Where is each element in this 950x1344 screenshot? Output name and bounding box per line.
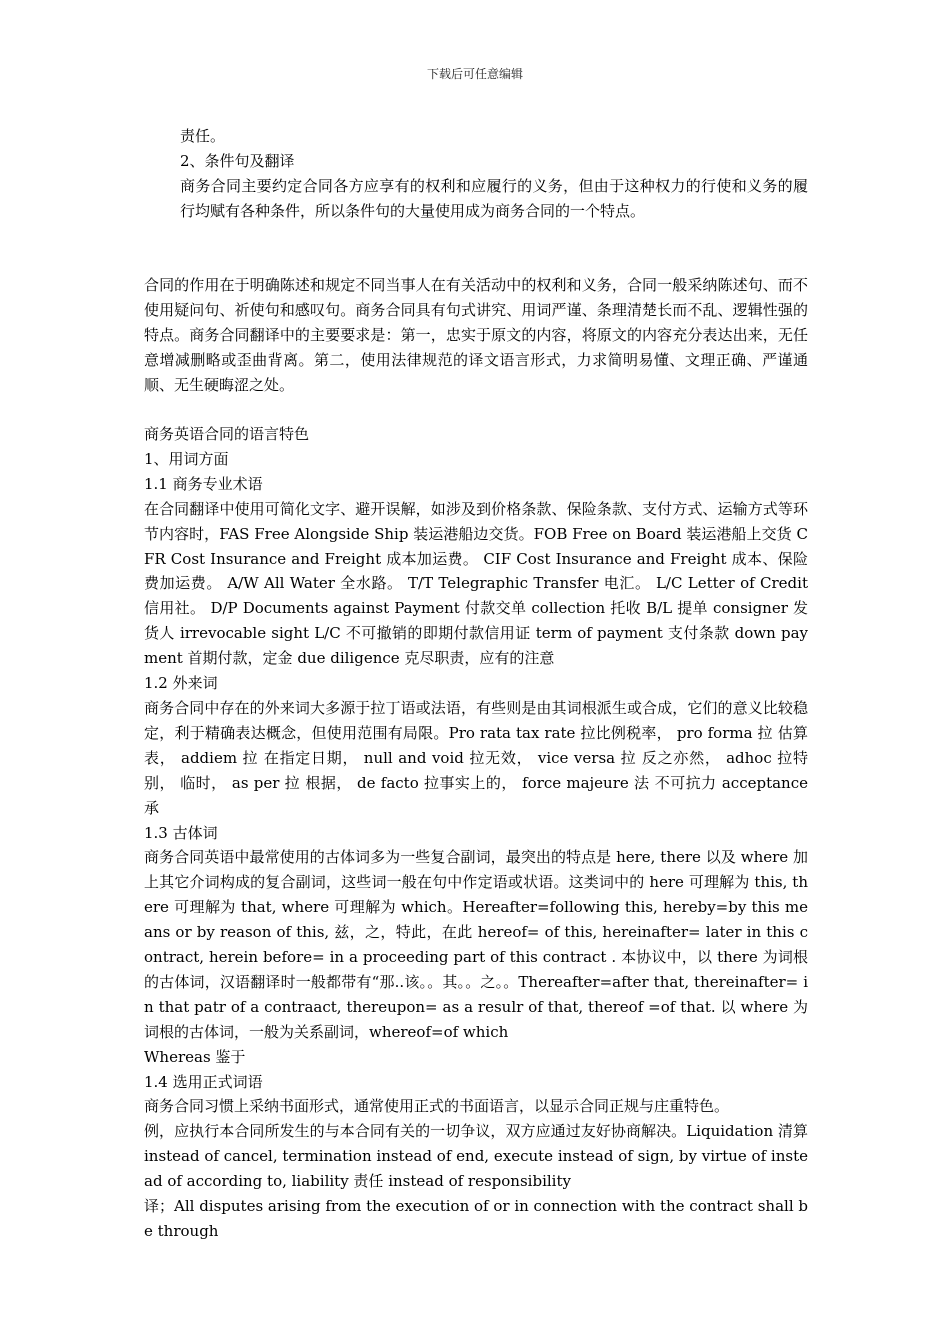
heading-business-terms: 1.1 商务专业术语 bbox=[144, 474, 263, 493]
formal-words-translation: 译；All disputes arising from the execution of or in connection with the contract shall be through bbox=[144, 1197, 808, 1240]
features-title: 商务英语合同的语言特色 bbox=[144, 425, 310, 443]
heading-formal-words: 1.4 选用正式词语 bbox=[144, 1072, 263, 1091]
formal-words-paragraph: 商务合同习惯上采纳书面形式，通常使用正式的书面语言，以显示合同正规与庄重特色。 bbox=[144, 1097, 730, 1116]
overview-section bbox=[144, 273, 808, 398]
loanwords-paragraph: 商务合同中存在的外来词大多源于拉丁语或法语，有些则是由其词根派生或合成，它们的意义比较稳定，利于精确表达概念，但使用范围有局限。Pro rata tax rate 拉比例税率， pro forma 拉 估算表， addiem 拉 在指定日期， null and void 拉无效， vice versa 拉 反之亦然， adhoc 拉特别， 临时， as per 拉 根据， de facto 拉事实上的， force majeure 法 不可抗力 acceptance 承 bbox=[144, 698, 808, 817]
overview-paragraph: 合同的作用在于明确陈述和规定不同当事人在有关活动中的权利和义务，合同一般采纳陈述句、而不使用疑问句、祈使句和感叹句。商务合同具有句式讲究、用词严谨、条理清楚长而不乱、逻辑性强的特点。商务合同翻译中的主要要求是：第一，忠实于原文的内容，将原文的内容充分表达出来，无任意增减删略或歪曲背离。第二，使用法律规范的译文语言形式，力求简明易懂、文理正确、严谨通顺、无生硬晦涩之处。 bbox=[144, 276, 808, 394]
intro-line-responsibility: 责任。 bbox=[180, 127, 226, 145]
whereas-line: Whereas 鉴于 bbox=[144, 1047, 246, 1066]
features-section bbox=[144, 422, 808, 1244]
section-heading-conditional: 2、条件句及翻译 bbox=[180, 151, 295, 170]
heading-loanwords: 1.2 外来词 bbox=[144, 674, 218, 693]
formal-words-example: 例，应执行本合同所发生的与本合同有关的一切争议，双方应通过友好协商解决。Liquidation 清算 instead of cancel, termination instead of end, execute instead of sign, by virtue of instead of according to, liability 责任 instead of responsibility bbox=[144, 1122, 808, 1191]
business-terms-paragraph: 在合同翻译中使用可简化文字、避开误解，如涉及到价格条款、保险条款、支付方式、运输方式等环节内容时，FAS Free Alongside Ship 装运港船边交货。FOB Free on Board 装运港船上交货 CFR Cost Insurance and Freight 成本加运费。 CIF Cost Insurance and Freight 成本、保险费加运费。 A/W All Water 全水路。 T/T Telegraphic Transfer 电汇。 L/C Letter of Credit 信用社。 D/P Documents against Payment 付款交单 collection 托收 B/L 提单 consigner 发货人 irrevocable sight L/C 不可撤销的即期付款信用证 term of payment 支付条款 down payment 首期付款，定金 due diligence 克尽职责，应有的注意 bbox=[144, 499, 808, 668]
archaic-words-paragraph: 商务合同英语中最常使用的古体词多为一些复合副词，最突出的特点是 here, there 以及 where 加上其它介词构成的复合副词，这些词一般在句中作定语或状语。这类词中的 here 可理解为 this, there 可理解为 that, where 可理解为 which。Hereafter=following this, hereby=by this means or by reason of this, 兹，之，特此，在此 hereof= of this, hereinafter= later in this contract, herein before= in a proceeding part of this contract . 本协议中，以 there 为词根的古体词，汉语翻译时一般都带有“那..该。。其。。之。。Thereafter=after that, thereinafter= in that patr of a contraact, thereupon= as a resulr of that, thereof =of that. 以 where 为词根的古体词，一般为关系副词，whereof=of which bbox=[144, 848, 808, 1041]
heading-archaic-words: 1.3 古体词 bbox=[144, 823, 218, 842]
heading-vocabulary: 1、用词方面 bbox=[144, 449, 229, 468]
intro-paragraph: 商务合同主要约定合同各方应享有的权利和应履行的义务，但由于这种权力的行使和义务的履行均赋有各种条件，所以条件句的大量使用成为商务合同的一个特点。 bbox=[180, 176, 808, 220]
page-header: 下载后可任意编辑 bbox=[426, 67, 523, 81]
intro-section bbox=[180, 124, 808, 224]
